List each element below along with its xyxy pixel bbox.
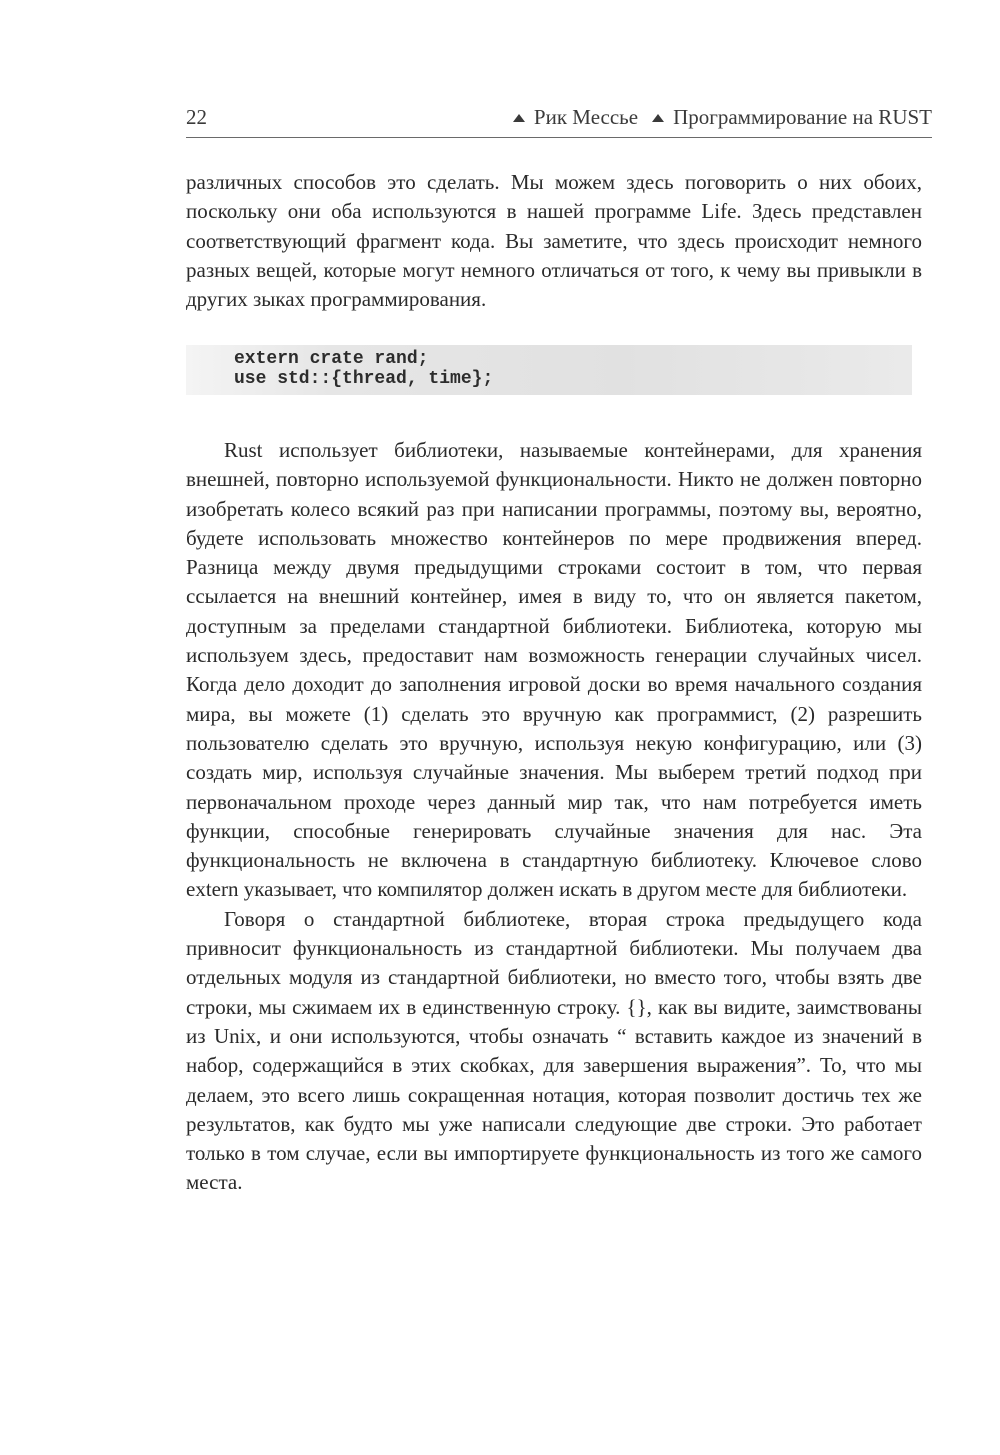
text-block-top [186, 168, 922, 314]
triangle-icon [513, 114, 525, 122]
running-header [186, 103, 932, 138]
header-book-title: Программирование на RUST [673, 105, 932, 129]
paragraph-crates: Rust использует библиотеки, называемые контейнерами, для хранения внешней, повторно используемой функциональности. Никто не должен повторно изобретать колесо всякий раз при написании программы, поэтому вы, вероятно, будете использовать множество контейнеров по мере продвижения вперед. Разница между двумя предыдущими строками состоит в том, что первая ссылается на внешний контейнер, имея в виду то, что он является пакетом, доступным за пределами стандартной библиотеки. Библиотека, которую мы используем здесь, предоставит нам возможность генерации случайных чисел. Когда дело доходит до заполнения игровой доски во время начального создания мира, вы можете (1) сделать это вручную как программист, (2) разрешить пользователю сделать это вручную, используя некую конфигурацию, или (3) создать мир, используя случайные значения. Мы выберем третий подход при первоначальном проходе через данный мир так, что нам потребуется иметь функции, способные генерировать случайные значения для нас. Эта функциональность не включена в стандартную библиотеку. Ключевое слово extern указывает, что компилятор должен искать в другом месте для библиотеки. [186, 438, 922, 902]
paragraph-continued: различных способов это сделать. Мы можем здесь поговорить о них обоих, поскольку они оба используются в нашей программе Life. Здесь представлен соответствующий фрагмент кода. Вы заметите, что здесь происходит немного разных вещей, которые могут немного отличаться от того, к чему вы привыкли в других зыках программирования. [186, 170, 922, 312]
page-number: 22 [186, 105, 207, 129]
triangle-icon [652, 114, 664, 122]
code-line-2: use std::{thread, time}; [234, 369, 494, 389]
paragraph-std-library: Говоря о стандартной библиотеке, вторая строка предыдущего кода привносит функциональность из стандартной библиотеки. Мы получаем два отдельных модуля из стандартной библиотеки, но вместо того, чтобы взять две строки, мы сжимаем их в единственную строку. {}, как вы видите, заимствованы из Unix, и они используются, чтобы означать “ вставить каждое из значений в набор, содержащийся в этих скобках, для завершения выражения”. То, что мы делаем, это всего лишь сокращенная нотация, которая позволит достичь тех же результатов, как будто мы уже написали следующие две строки. Это работает только в том случае, если вы импортируете функциональность из того же самого места. [186, 906, 922, 1195]
text-block-main [186, 436, 922, 1198]
header-right [513, 105, 932, 130]
code-block [186, 345, 912, 395]
code-line-1: extern crate rand; [234, 349, 429, 369]
header-author: Рик Мессье [533, 105, 639, 129]
